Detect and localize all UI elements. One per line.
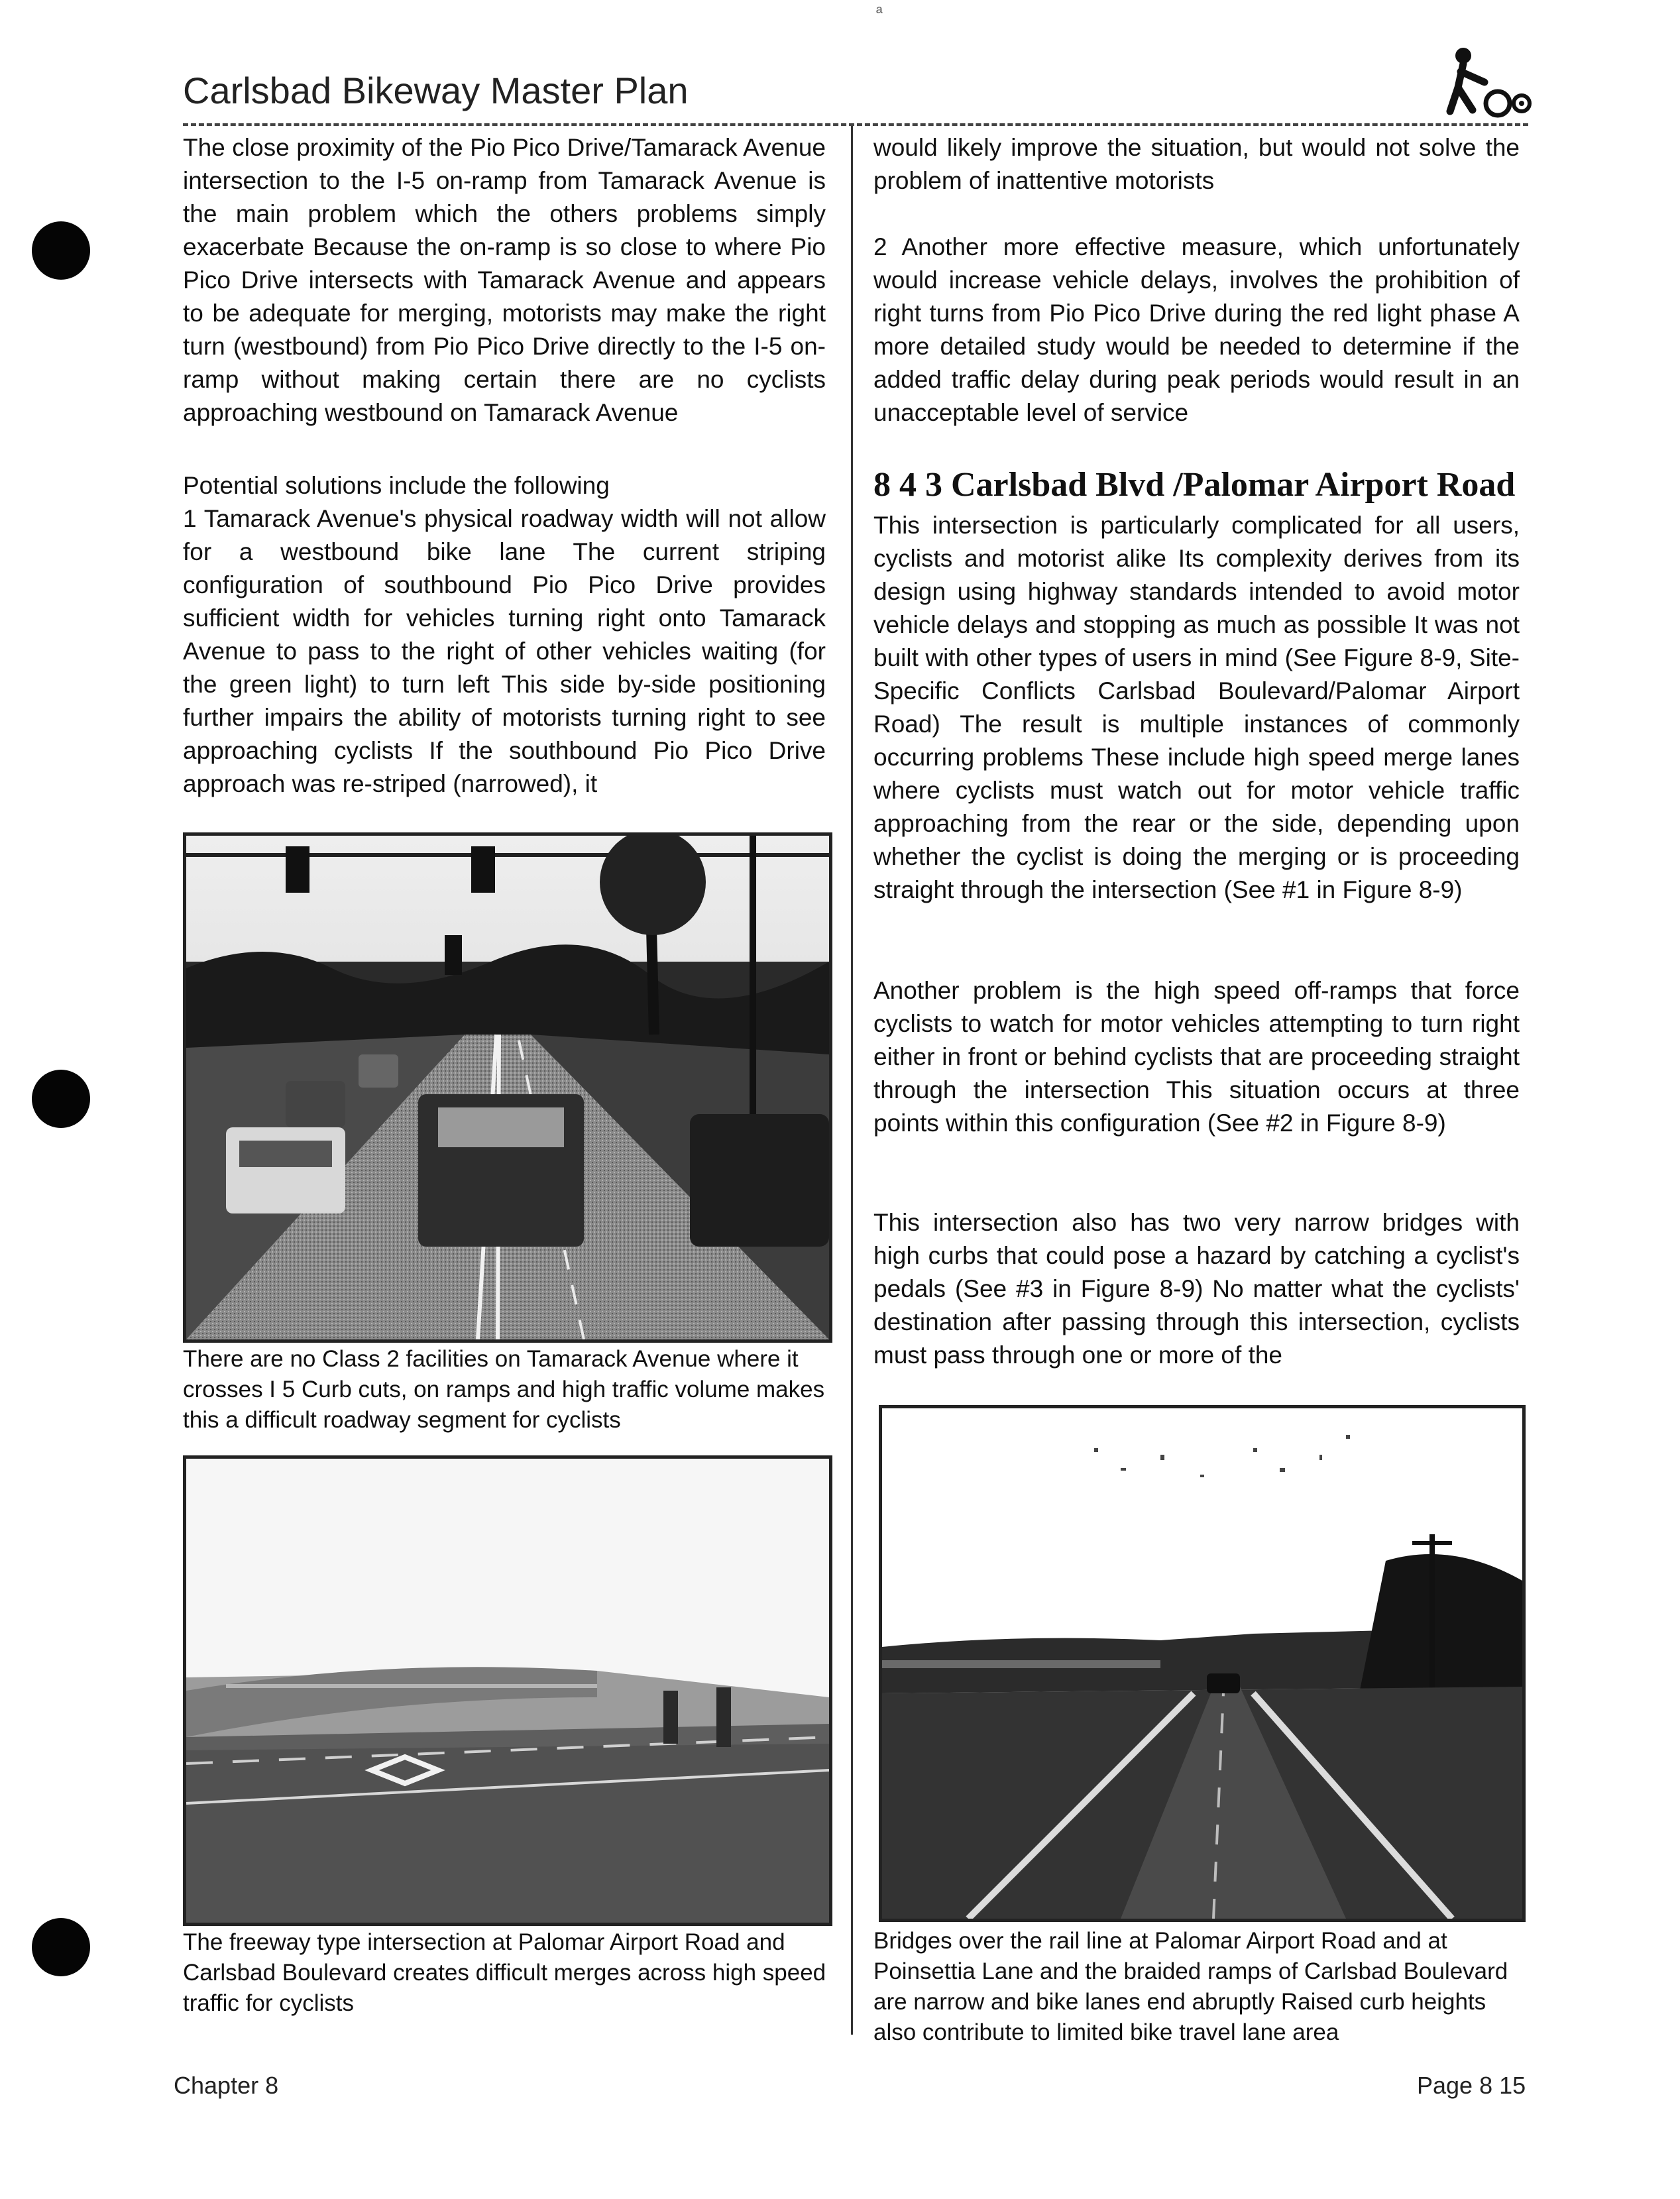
- caption-palomar-photo: The freeway type intersection at Palomar Airport Road and Carlsbad Boulevard creates difficult merges across high speed traffic for cyclists: [183, 1929, 826, 2016]
- photo-palomar-airport-road: [183, 1455, 832, 1926]
- left-paragraph-1: The close proximity of the Pio Pico Drive/Tamarack Avenue intersection to the I-5 on-ramp from Tamarack Avenue is the main problem which the others problems simply exacerbate Because the on-ramp is so close to where Pio Pico Drive intersects with Tamarack Avenue and appears to be adequate for merging, motorists may make the right turn (westbound) from Pio Pico Drive directly to the I-5 on-ramp without making certain there are no cyclists approaching westbound on Tamarack Avenue: [183, 134, 826, 426]
- binder-hole: [32, 1918, 90, 1976]
- right-paragraph-1: would likely improve the situation, but would not solve the problem of inattentive motorists: [873, 134, 1520, 194]
- caption-bridges-photo: Bridges over the rail line at Palomar Airport Road and at Poinsettia Lane and the braided ramps of Carlsbad Boulevard are narrow and bike lanes end abruptly Raised curb heights also contribute to limited bike travel lane area: [873, 1928, 1508, 2045]
- right-paragraph-3: This intersection is particularly complicated for all users, cyclists and motorist alike Its complexity derives from its design using highway standards intended to avoid motor vehicle delays and stopping as much as possible It was not built with other types of users in mind (See Figure 8-9, Site-Specific Conflicts Carlsbad Boulevard/Palomar Airport Road) The result is multiple instances of commonly occurring problems These include high speed merge lanes where cyclists must watch out for motor vehicle traffic approaching from the rear or the side, depending upon whether the cyclist is doing the merging or is proceeding straight through the intersection (See #1 in Figure 8-9): [873, 512, 1520, 903]
- right-paragraph-5: This intersection also has two very narrow bridges with high curbs that could pose a hazard by catching a cyclist's pedals (See #3 in Figure 8-9) No matter what the cyclists' destination after passing through this intersection, cyclists must pass through one or more of the: [873, 1209, 1520, 1369]
- binder-hole: [32, 1070, 90, 1128]
- section-heading-8-4-3: 8 4 3 Carlsbad Blvd /Palomar Airport Road: [873, 466, 1516, 504]
- left-paragraph-2-item: 1 Tamarack Avenue's physical roadway width will not allow for a westbound bike lane The current striping configuration of southbound Pio Pico Drive provides sufficient width for vehicles turning right onto Tamarack Avenue to pass to the right of other vehicles waiting (for the green light) to turn left This side by-side positioning further impairs the ability of motorists turning right to see approaching cyclists If the southbound Pio Pico Drive approach was re-striped (narrowed), it: [183, 505, 826, 797]
- photo-bridges-rail-line: [879, 1405, 1526, 1922]
- scan-mark: ª: [876, 3, 883, 23]
- right-paragraph-2: 2 Another more effective measure, which unfortunately would increase vehicle delays, involves the prohibition of right turns from Pio Pico Drive during the red light phase A more detailed study would be needed to determine if the added traffic delay during peak periods would result in an unacceptable level of service: [873, 233, 1520, 426]
- column-divider: [851, 126, 853, 2035]
- footer-page-number: Page 8 15: [1417, 2072, 1526, 2099]
- left-paragraph-2-intro: Potential solutions include the following: [183, 472, 610, 499]
- caption-tamarack-photo: There are no Class 2 facilities on Tamarack Avenue where it crosses I 5 Curb cuts, on ramps and high traffic volume makes this a difficult roadway segment for cyclists: [183, 1346, 825, 1433]
- photo-tamarack-avenue: [183, 832, 832, 1343]
- right-paragraph-4: Another problem is the high speed off-ramps that force cyclists to watch for motor vehicles attempting to turn right either in front or behind cyclists that are proceeding straight through the intersection This situation occurs at three points within this configuration (See #2 in Figure 8-9): [873, 977, 1520, 1137]
- cyclist-icon: [1446, 45, 1532, 118]
- header-rule: [183, 123, 1528, 126]
- page-header-title: Carlsbad Bikeway Master Plan: [183, 70, 689, 111]
- binder-hole: [32, 221, 90, 280]
- footer-chapter: Chapter 8: [174, 2072, 279, 2099]
